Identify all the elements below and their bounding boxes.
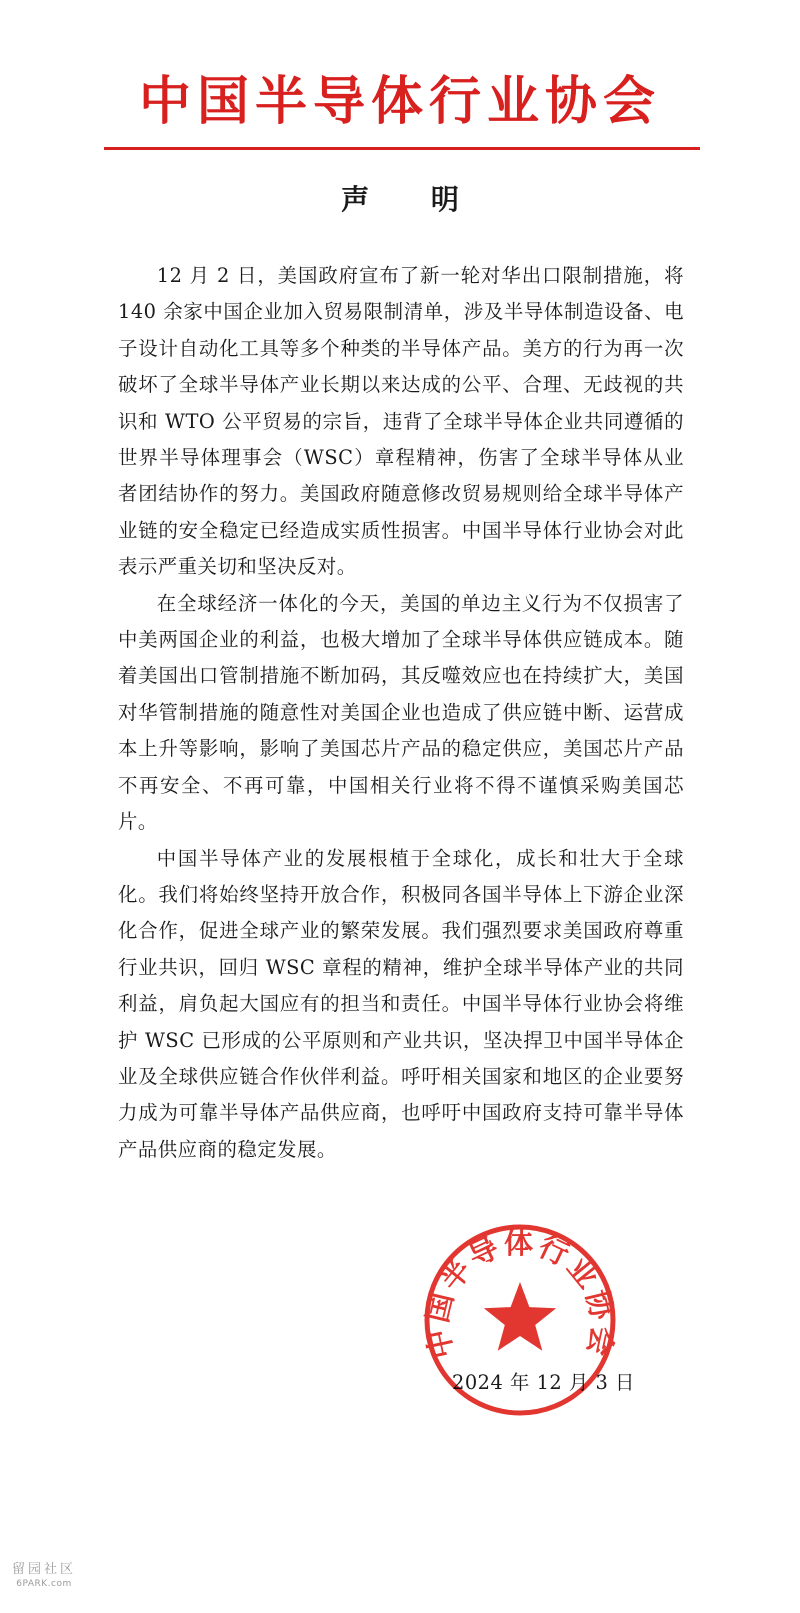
star-icon xyxy=(484,1282,556,1351)
paragraph-3: 中国半导体产业的发展根植于全球化，成长和壮大于全球化。我们将始终坚持开放合作，积极同各国半导体上下游企业深化合作，促进全球产业的繁荣发展。我们强烈要求美国政府尊重行业共识，回归 WSC 章程的精神，维护全球半导体产业的共同利益，肩负起大国应有的担当和责任。中国半导体行业协会将维护 WSC 已形成的公平原则和产业共识，坚决捍卫中国半导体企业及全球供应链合作伙伴利益。呼吁相关国家和地区的企业要努力成为可靠半导体产品供应商，也呼吁中国政府支持可靠半导体产品供应商的稳定发展。 xyxy=(118,846,684,1161)
document-title: 声 明 xyxy=(341,183,485,216)
header-divider xyxy=(104,147,700,150)
statement-body xyxy=(118,258,684,1168)
paragraph-2: 在全球经济一体化的今天，美国的单边主义行为不仅损害了中美两国企业的利益，也极大增加了全球半导体供应链成本。随着美国出口管制措施不断加码，其反噬效应也在持续扩大，美国对华管制措施的随意性对美国企业也造成了供应链中断、运营成本上升等影响，影响了美国芯片产品的稳定供应，美国芯片产品不再安全、不再可靠，中国相关行业将不得不谨慎采购美国芯片。 xyxy=(118,591,684,834)
seal-text: 中国半导体行业协会 xyxy=(420,1226,620,1362)
watermark-title: 留园社区 xyxy=(11,1562,76,1577)
official-seal xyxy=(420,1220,620,1420)
paragraph-1: 12 月 2 日，美国政府宣布了新一轮对华出口限制措施，将 140 余家中国企业加入贸易限制清单，涉及半导体制造设备、电子设计自动化工具等多个种类的半导体产品。美方的行为再一次破坏了全球半导体产业长期以来达成的公平、合理、无歧视的共识和 WTO 公平贸易的宗旨，违背了全球半导体企业共同遵循的世界半导体理事会（WSC）章程精神，伤害了全球半导体从业者团结协作的努力。美国政府随意修改贸易规则给全球半导体产业链的安全稳定已经造成实质性损害。中国半导体行业协会对此表示严重关切和坚决反对。 xyxy=(118,264,684,579)
watermark-url: 6PARK.com xyxy=(16,1579,72,1589)
organization-header: 中国半导体行业协会 xyxy=(138,72,661,132)
site-watermark xyxy=(4,1562,84,1590)
statement-date: 2024 年 12 月 3 日 xyxy=(452,1371,635,1394)
